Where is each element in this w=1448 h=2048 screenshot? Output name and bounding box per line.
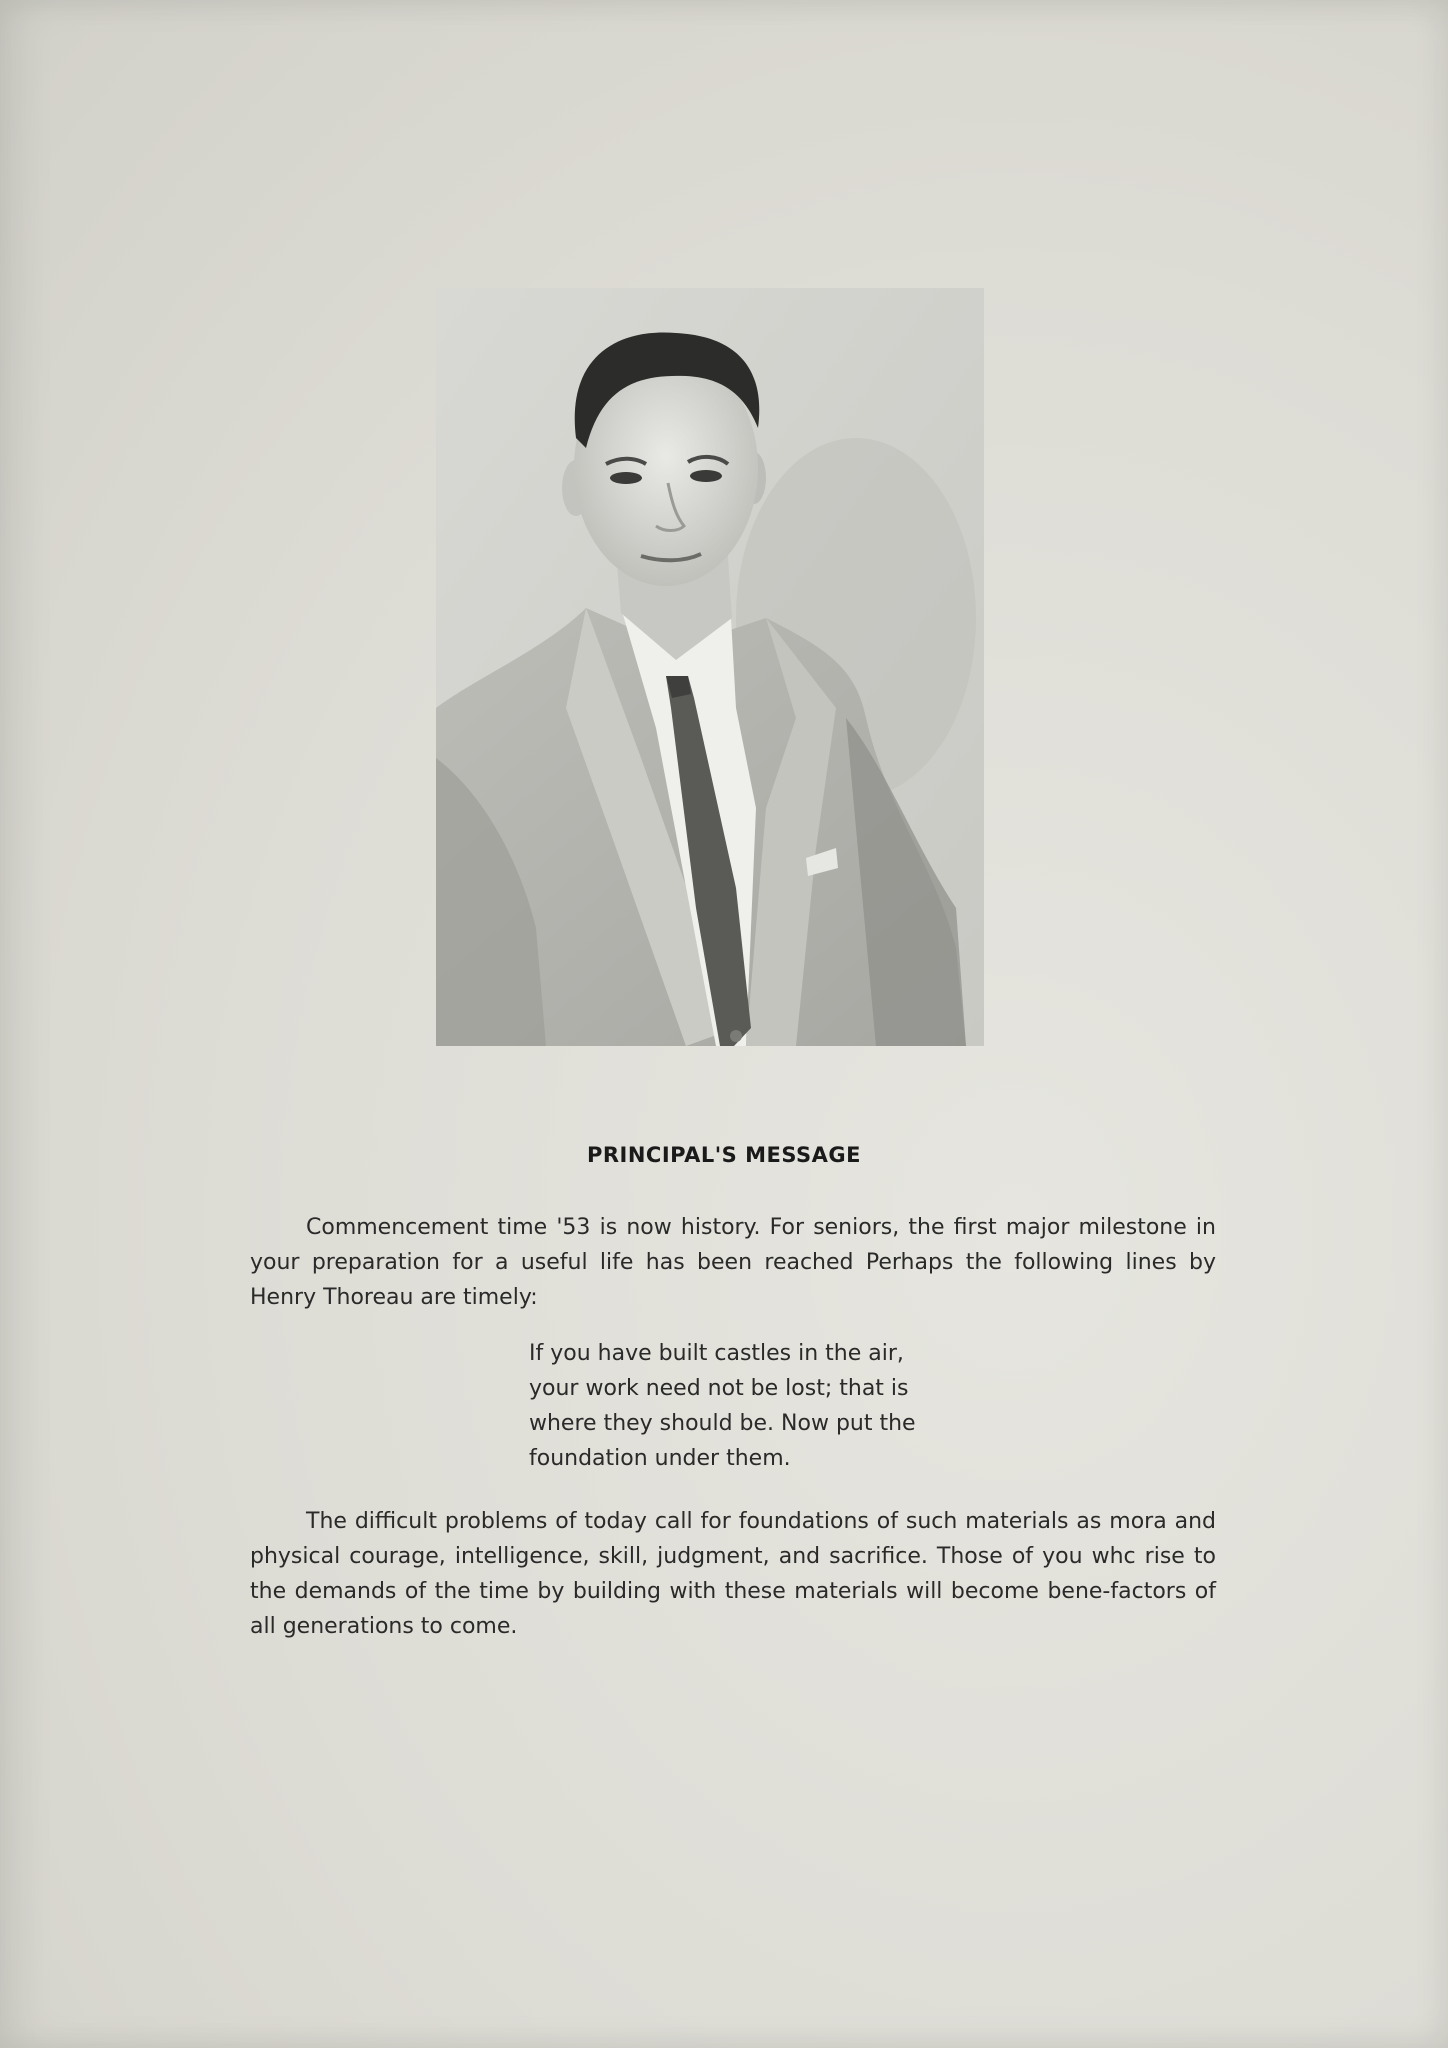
quote-line: where they should be. Now put the — [529, 1411, 916, 1436]
message-paragraph-1 — [250, 1210, 1216, 1315]
quote-line: If you have built castles in the air, — [529, 1341, 904, 1366]
thoreau-quote — [529, 1336, 916, 1476]
quote-line: foundation under them. — [529, 1446, 791, 1471]
message-paragraph-2 — [250, 1504, 1216, 1644]
principal-portrait-photo — [436, 288, 984, 1046]
quote-line: your work need not be lost; that is — [529, 1376, 909, 1401]
paragraph-text: The difficult problems of today call for foundations of such materials as mora and physical courage, intelligence, skill, judgment, and sacrifice. Those of you whc rise to the demands of the time by building with these materials will become bene-factors of all generations to come. — [250, 1509, 1216, 1639]
paragraph-text: Commencement time '53 is now history. For seniors, the first major milestone in your preparation for a useful life has been reached Perhaps the following lines by Henry Thoreau are timely: — [250, 1215, 1216, 1310]
page-title: PRINCIPAL'S MESSAGE — [586, 1143, 862, 1167]
